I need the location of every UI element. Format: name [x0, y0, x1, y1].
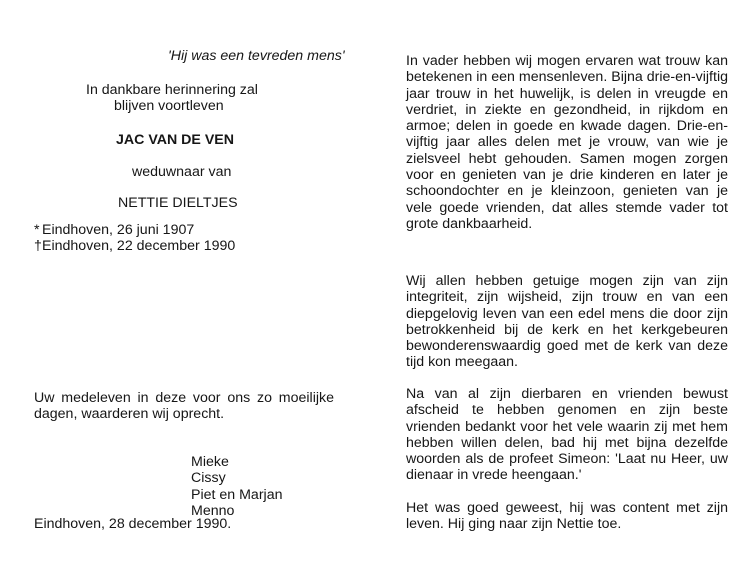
- birth-date: Eindhoven, 26 juni 1907: [42, 222, 195, 238]
- memory-line-2: blijven voortleven: [114, 98, 224, 114]
- death-line: [34, 238, 235, 254]
- relation-text: weduwnaar van: [132, 164, 232, 180]
- signer: Mieke: [191, 454, 229, 470]
- paragraph: Na van al zijn dierbaren en vrienden bewust afscheid te hebben genomen en zijn beste vrienden bedankt voor het vele waarin zij met hem hebben willen delen, bad hij met bijna dezelfde woorden als de profeet Simeon: 'Laat nu Heer, uw dienaar in vrede heengaan.': [406, 386, 728, 484]
- spouse-name: NETTIE DIELTJES: [118, 195, 238, 211]
- birth-line: [34, 222, 235, 238]
- deceased-name: JAC VAN DE VEN: [116, 132, 234, 148]
- life-dates: [34, 222, 235, 255]
- paragraph: Het was goed geweest, hij was content met zijn leven. Hij ging naar zijn Nettie toe.: [406, 500, 728, 533]
- signers-list: [191, 454, 282, 519]
- motto: 'Hij was een tevreden mens': [168, 48, 345, 64]
- thanks-text: Uw medeleven in deze voor ons zo moeilijke dagen, waarderen wij oprecht.: [34, 390, 334, 423]
- place-date: Eindhoven, 28 december 1990.: [34, 516, 232, 532]
- paragraph: In vader hebben wij mogen ervaren wat trouw kan betekenen in een mensenleven. Bijna drie-en-vijftig jaar trouw in het huwelijk, is delen in vreugde en verdriet, in ziekte en gezondheid, in rijkdom en armoe; delen in goede en kwade dagen. Drie-en-vijftig jaar alles delen met je vrouw, van wie je zielsveel hebt gehouden. Samen mogen zorgen voor en genieten van je drie kinderen en later je schoondochter en je kleinzoon, genieten van je vele goede vrienden, dat alles stemde vader tot grote dankbaarheid.: [406, 53, 728, 232]
- paragraph: Wij allen hebben getuige mogen zijn van zijn integriteit, zijn wijsheid, zijn trouw en van een diepgelovig leven van een edel mens die door zijn betrokkenheid bij de kerk en het kerkgebeuren bewonderenswaardig goed met de kerk van deze tijd kon meegaan.: [406, 273, 728, 371]
- signer: Piet en Marjan: [191, 486, 283, 503]
- death-date: Eindhoven, 22 december 1990: [42, 238, 236, 255]
- memory-line-1: In dankbare herinnering zal: [86, 82, 258, 98]
- signer: Cissy: [191, 470, 226, 487]
- death-symbol: †: [34, 238, 42, 255]
- birth-symbol: *: [34, 222, 40, 238]
- signer: Menno: [191, 502, 235, 519]
